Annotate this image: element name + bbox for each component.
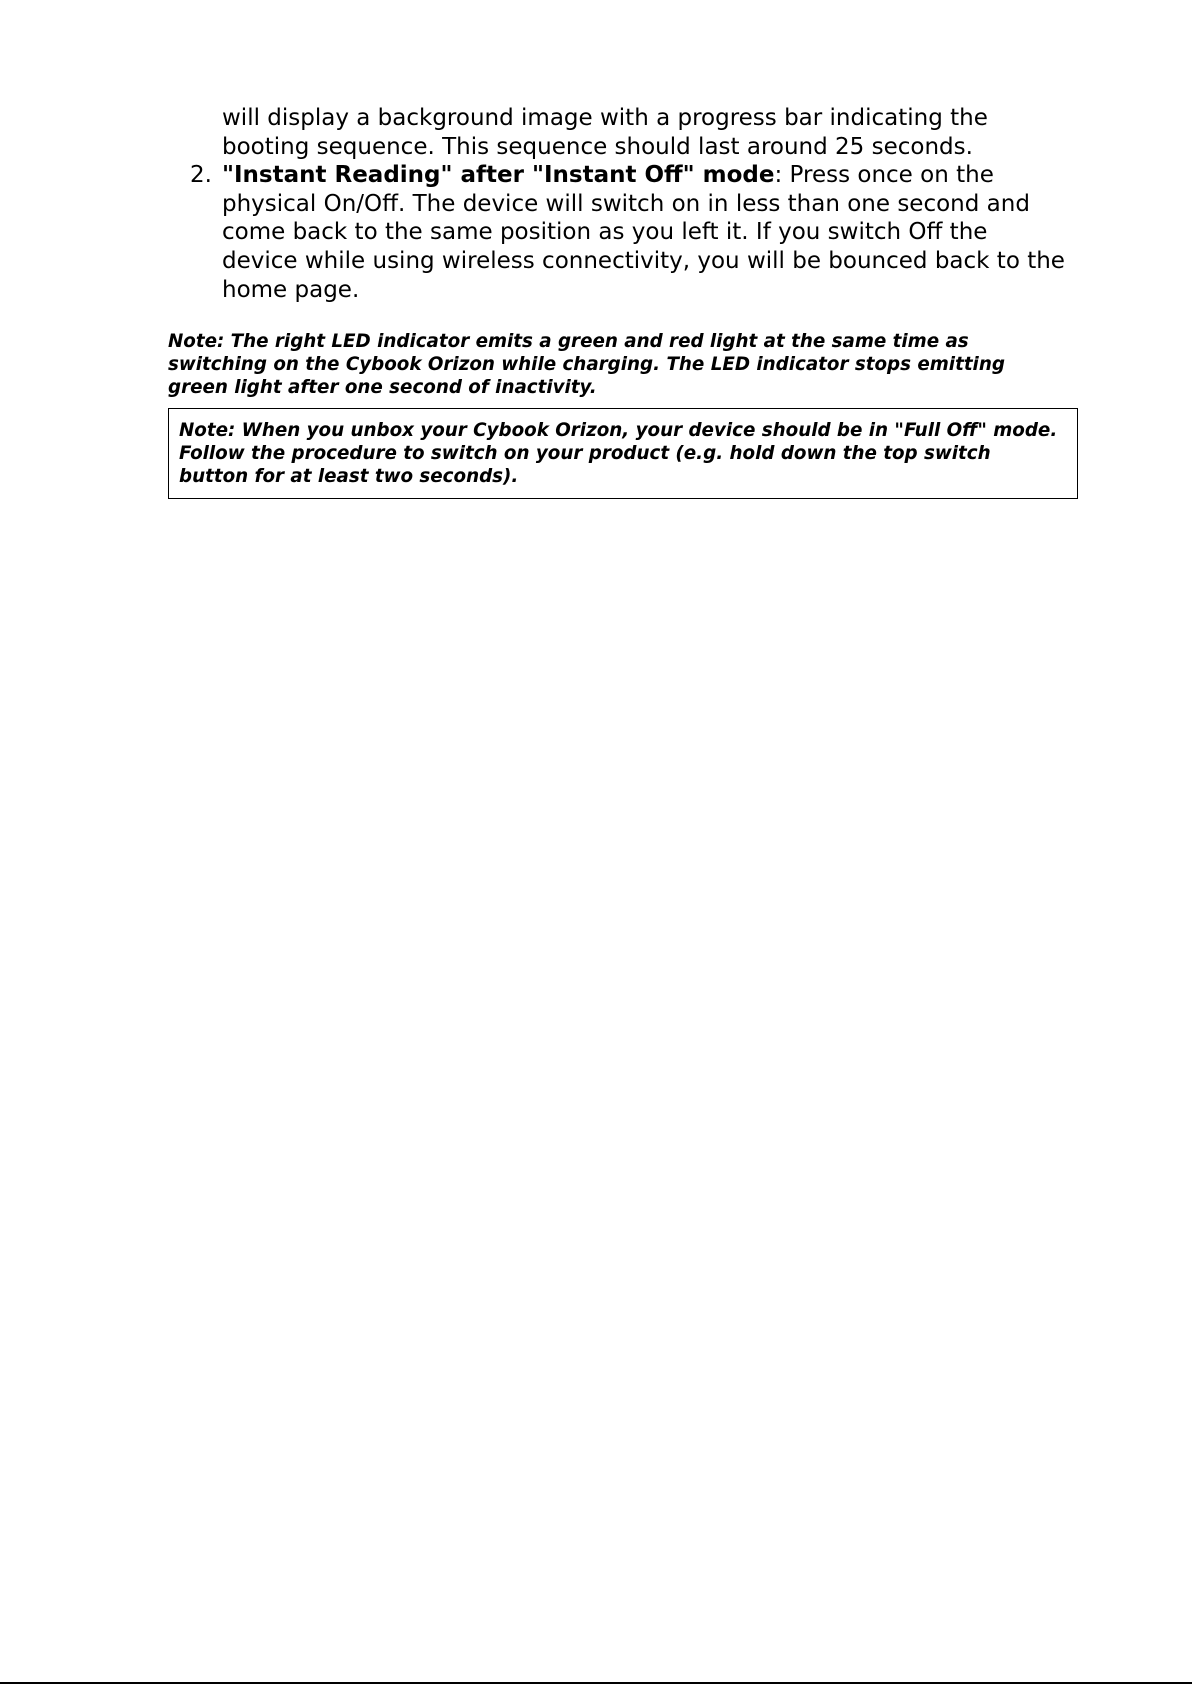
list-item-number: 2. [190,162,212,189]
list-item-body [222,161,1068,304]
list-item-title: "Instant Reading" after "Instant Off" mode [222,162,775,189]
unbox-note-box: Note: When you unbox your Cybook Orizon, your device should be in "Full Off" mode. Follow the procedure to switch on your product (e.g. hold down the top switch button for at least two seconds). [168,408,1078,499]
led-note: Note: The right LED indicator emits a green and red light at the same time as switching on the Cybook Orizon while charging. The LED indicator stops emitting green light after one second of inactivity. [168,331,1005,398]
numbered-list [168,104,1068,304]
list-item-continuation: will display a background image with a progress bar indicating the booting sequence. This sequence should last around 25 seconds. [222,105,988,160]
list-item-text: : Press once on the physical On/Off. The device will switch on in less than one second and come back to the same position as you left it. If you switch Off the device while using wireless connectivity, you will be bounced back to the home page. [222,162,1065,303]
page-bottom-rule [0,1682,1192,1684]
list-item [168,161,1068,304]
